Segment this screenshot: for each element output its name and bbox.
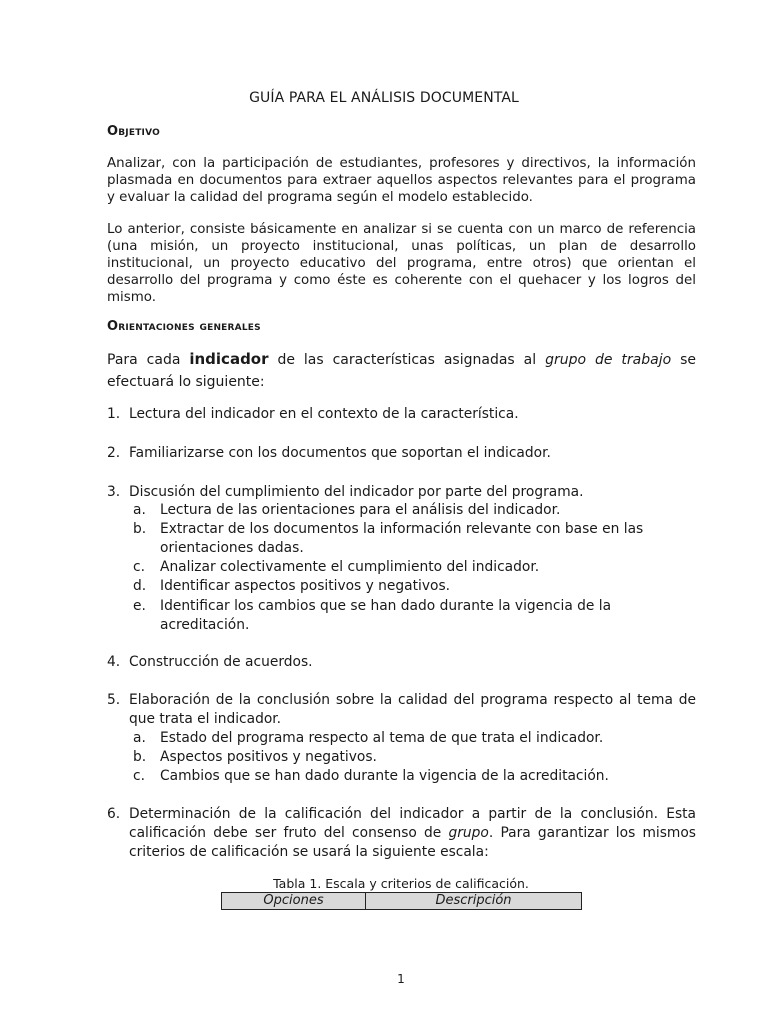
list-item [107,405,696,424]
sub-item [133,501,653,520]
sub-item [133,729,653,748]
sub-item [133,558,653,577]
list-item [107,653,696,672]
sub-item-letter: e. [133,598,146,614]
intro-text: de las características asignadas al [268,352,546,368]
list-item-text: Elaboración de la conclusión sobre la calidad del programa respecto al tema de que trata el indicador. [129,692,696,727]
table-header-descripcion: Descripción [366,893,582,910]
list-item-number: 3. [107,484,121,500]
sub-item-letter: c. [133,768,145,784]
item-6-keyword-grupo: grupo [448,825,489,841]
list-item-number: 6. [107,806,121,822]
sub-item-letter: d. [133,578,147,594]
list-item-number: 2. [107,445,121,461]
sub-item-text: Aspectos positivos y negativos. [160,749,377,765]
sub-item-letter: a. [133,730,146,746]
item-6-text: . Para garantizar los mismos criterios de calificación se usará la siguiente escala: [129,825,696,860]
sub-item-letter: b. [133,749,147,765]
list-item [107,691,696,729]
sub-item [133,520,653,558]
section-heading-objetivo: Objetivo [107,124,160,139]
intro-keyword-grupo: grupo de trabajo [545,352,672,368]
rating-scale-table [221,892,582,910]
sub-item [133,767,653,786]
section-heading-orientaciones: Orientaciones generales [107,319,261,334]
table-header-row [222,893,582,910]
list-item-text: Construcción de acuerdos. [129,654,313,670]
intro-text: Para cada [107,352,190,368]
sub-item-text: Estado del programa respecto al tema de que trata el indicador. [160,730,604,746]
page-number: 1 [397,972,405,986]
sub-item-letter: a. [133,502,146,518]
sub-item [133,748,653,767]
list-item [107,483,696,502]
intro-keyword-indicador: indicador [189,350,269,368]
list-item-number: 4. [107,654,121,670]
sub-item-text: Lectura de las orientaciones para el análisis del indicador. [160,502,561,518]
list-item-text: Lectura del indicador en el contexto de la característica. [129,406,519,422]
sub-item-text: Identificar los cambios que se han dado durante la vigencia de la acreditación. [160,598,612,633]
sub-item-letter: b. [133,521,147,537]
list-item-text: Familiarizarse con los documentos que soportan el indicador. [129,445,551,461]
sub-item-text: Extractar de los documentos la información relevante con base en las orientaciones dadas. [160,521,644,556]
objetivo-paragraph-2: Lo anterior, consiste básicamente en analizar si se cuenta con un marco de referencia (una misión, un proyecto institucional, unas políticas, un plan de desarrollo institucional, un proyecto educativo del programa, entre otros) que orientan el desarrollo del programa y como éste es coherente con el quehacer y los logros del mismo. [107,222,696,305]
sub-item-text: Identificar aspectos positivos y negativos. [160,578,451,594]
sub-item [133,577,653,596]
list-item-number: 1. [107,406,121,422]
list-item-text: Discusión del cumplimiento del indicador por parte del programa. [129,484,584,500]
objetivo-paragraph-1: Analizar, con la participación de estudiantes, profesores y directivos, la información plasmada en documentos para extraer aquellos aspectos relevantes para el programa y evaluar la calidad del programa según el modelo establecido. [107,156,696,205]
sub-item-letter: c. [133,559,145,575]
page-title: GUÍA PARA EL ANÁLISIS DOCUMENTAL [249,90,519,106]
sub-item-text: Cambios que se han dado durante la vigencia de la acreditación. [160,768,609,784]
table-caption: Tabla 1. Escala y criterios de calificación. [273,876,529,891]
orientaciones-intro [107,348,696,393]
list-item-text [129,805,696,862]
table-header-opciones: Opciones [222,893,366,910]
list-item [107,444,696,463]
list-item [107,805,696,862]
sub-item [133,597,653,635]
sub-item-text: Analizar colectivamente el cumplimiento del indicador. [160,559,540,575]
item-6-text: Determinación de la calificación del indicador a partir de la conclusión. Esta calificación debe ser fruto del consenso de [129,806,696,841]
list-item-number: 5. [107,692,121,708]
intro-text: se efectuará lo siguiente: [107,352,697,390]
